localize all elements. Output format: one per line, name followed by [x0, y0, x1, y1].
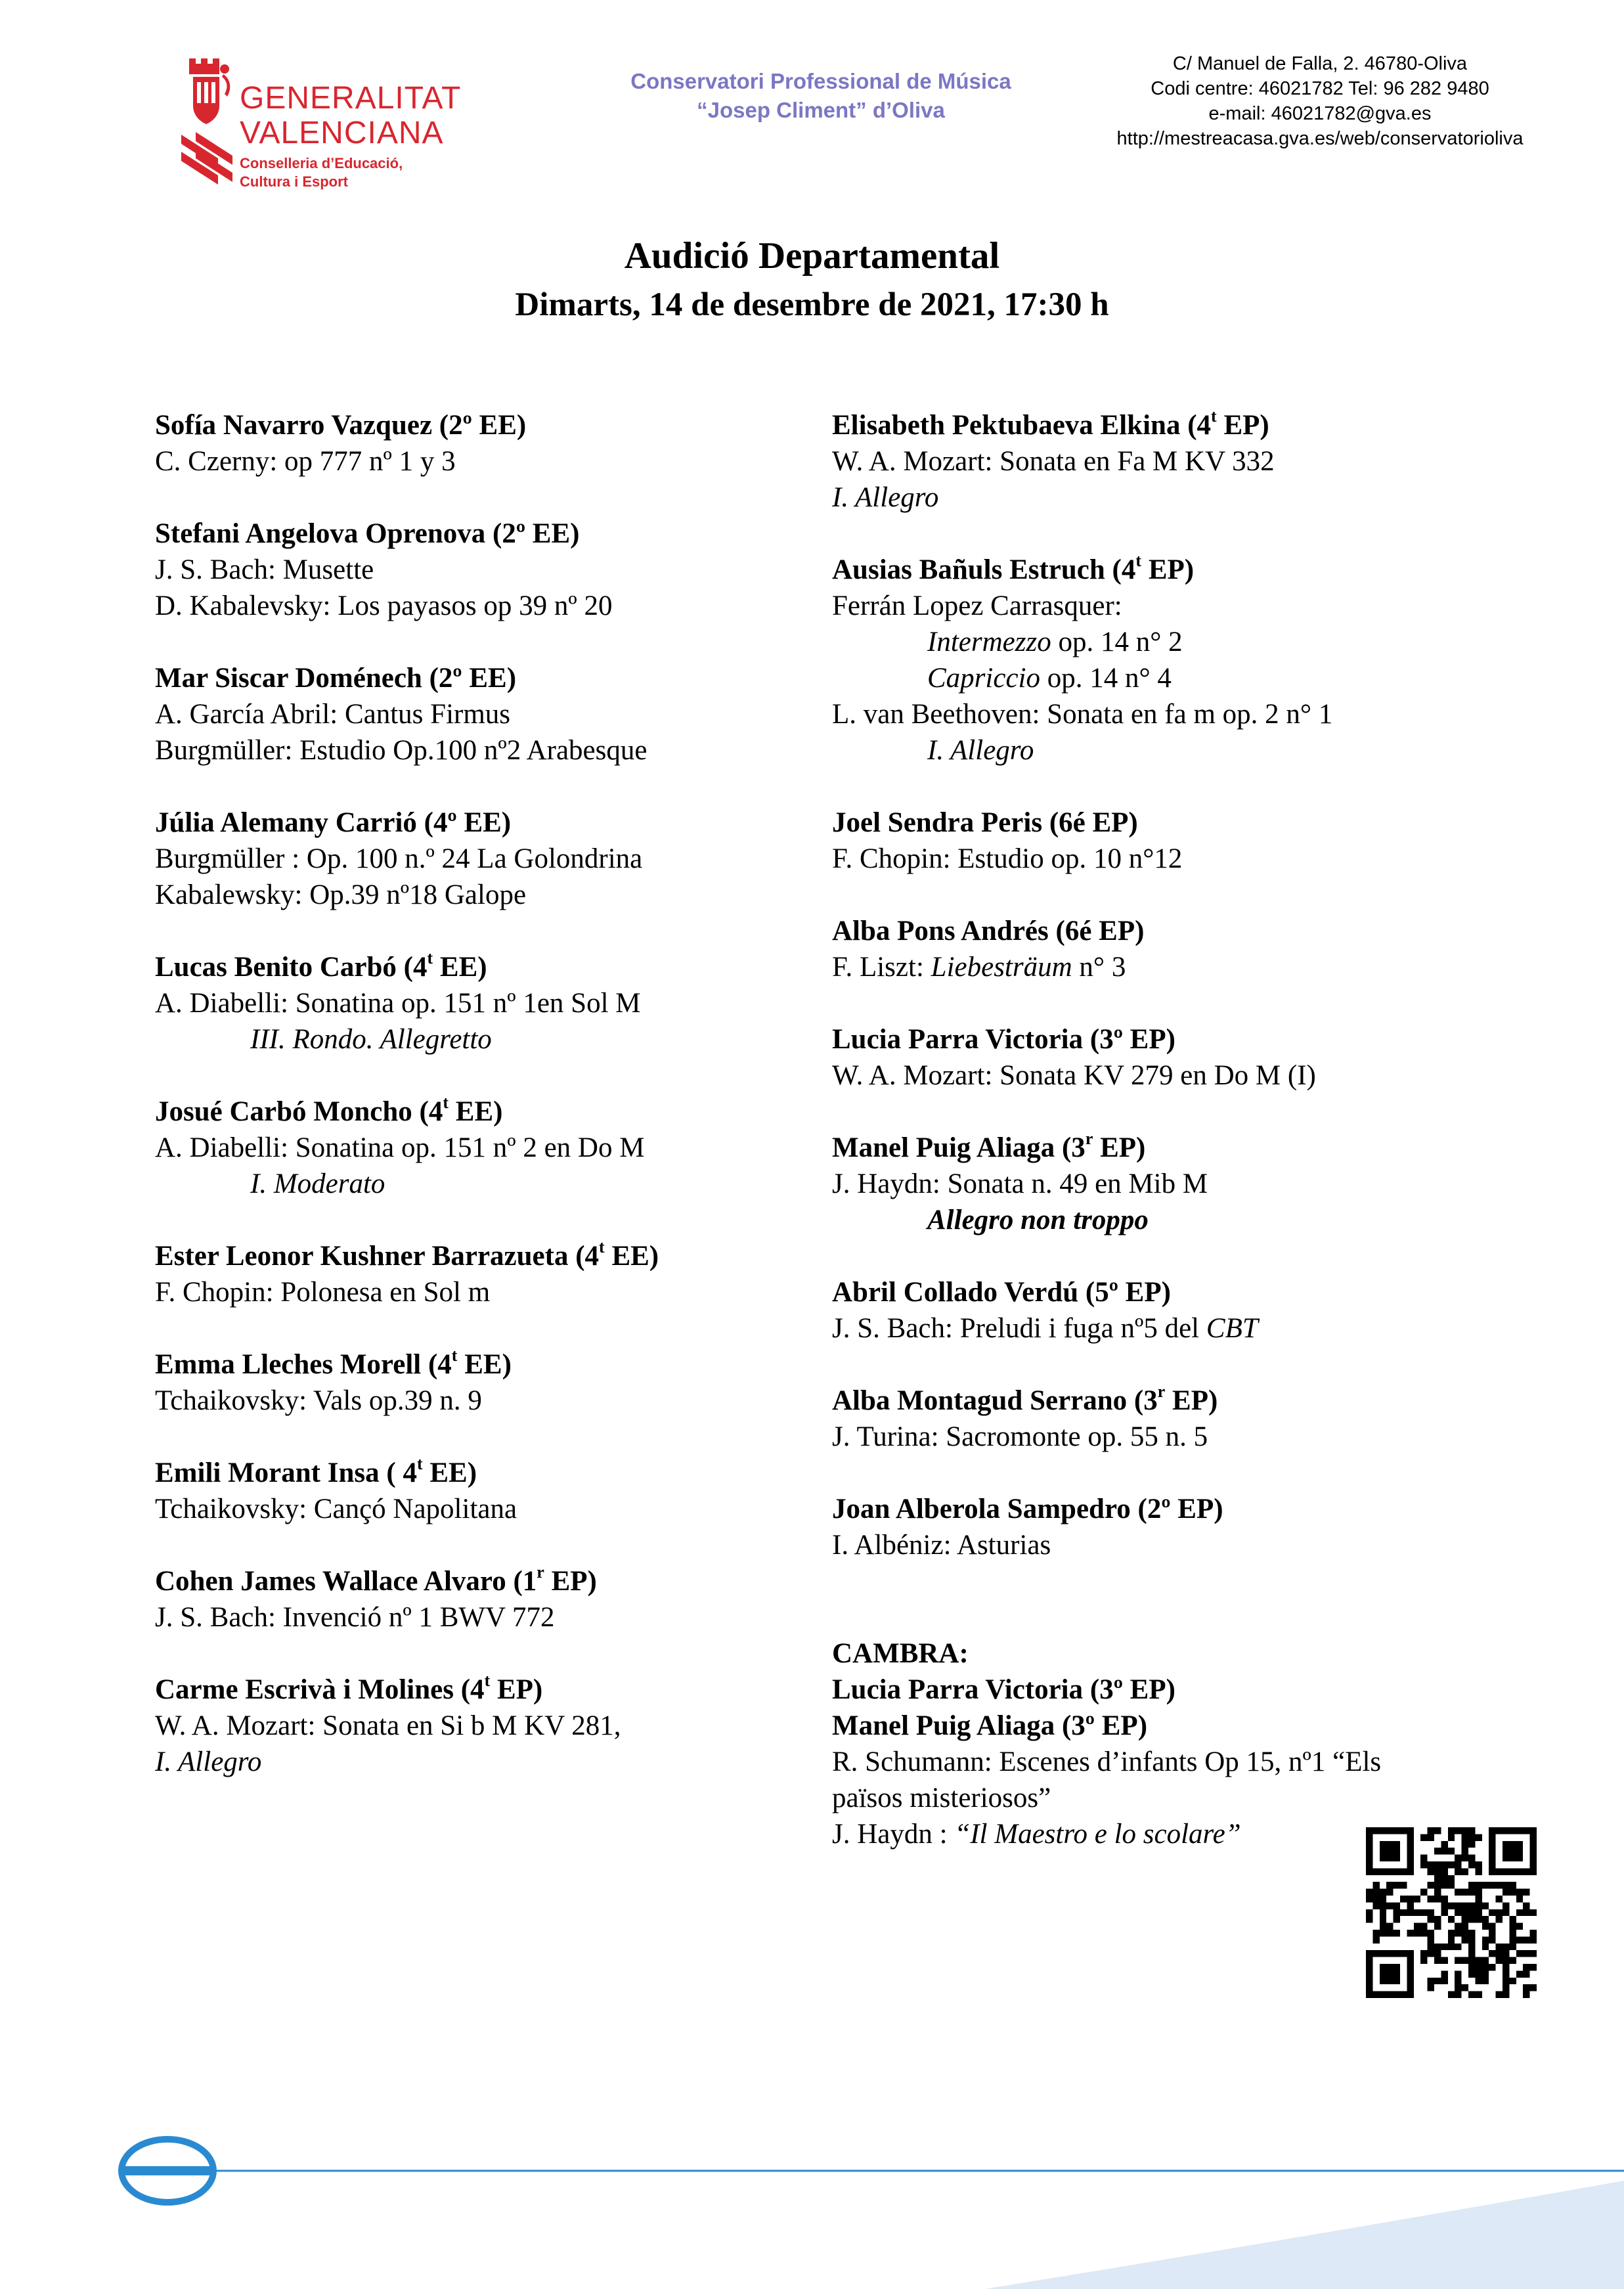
piece-line: J. Haydn : “Il Maestro e lo scolare”	[832, 1819, 1241, 1850]
performer-entry	[832, 1491, 1489, 1563]
performer-entry	[155, 660, 818, 768]
movement-line: III. Rondo. Allegretto	[250, 1024, 492, 1055]
piece-line: Burgmüller: Estudio Op.100 nº2 Arabesque	[155, 735, 647, 766]
performer-name: Ausias Bañuls Estruch (4$^t$ EP)	[832, 550, 1195, 585]
performer-name: Lucas Benito Carbó (4$^t$ EE)	[155, 948, 487, 983]
performer-name: Júlia Alemany Carrió (4º EE)	[155, 807, 512, 838]
performer-name: Carme Escrivà i Molines (4$^t$ EP)	[155, 1670, 543, 1705]
performer-name: Joel Sendra Peris (6é EP)	[832, 807, 1138, 838]
institution-line1: Conservatori Professional de Música	[630, 69, 1011, 93]
coat-of-arms-icon	[177, 56, 236, 187]
piece-line: J. S. Bach: Musette	[155, 554, 374, 585]
footer-decoration	[0, 2128, 1624, 2289]
performer-entry	[155, 805, 818, 913]
performer-entry	[155, 1455, 818, 1527]
performer-entry	[832, 1021, 1489, 1094]
performer-entry	[155, 1563, 818, 1635]
piece-line: A. García Abril: Cantus Firmus	[155, 699, 511, 730]
logo-line-valenciana: VALENCIANA	[240, 116, 444, 150]
piece-line: Tchaikovsky: Vals op.39 n. 9	[155, 1385, 482, 1416]
logo-dept-line1: Conselleria d’Educació,	[240, 155, 403, 171]
movement-line: I. Moderato	[250, 1168, 385, 1199]
program-left-column	[155, 407, 818, 1816]
performer-name: Sofía Navarro Vazquez (2º EE)	[155, 410, 527, 441]
performer-entry	[832, 913, 1489, 985]
generalitat-logo	[177, 56, 473, 207]
performer-entry	[832, 1383, 1489, 1455]
performer-entry	[832, 552, 1489, 768]
performer-name: Cohen James Wallace Alvaro (1$^r$ EP)	[155, 1562, 597, 1597]
movement-line: I. Allegro	[155, 1746, 262, 1777]
performer-entry	[155, 516, 818, 624]
contact-block	[1038, 51, 1602, 151]
logo-department	[240, 154, 403, 191]
performer-name: Stefani Angelova Oprenova (2º EE)	[155, 518, 580, 549]
institution-line2: “Josep Climent” d’Oliva	[697, 98, 945, 122]
chamber-section	[832, 1635, 1489, 1852]
piece-line: J. S. Bach: Preludi i fuga nº5 del CBT	[832, 1313, 1258, 1344]
chamber-heading: CAMBRA:	[832, 1638, 969, 1669]
piece-line: J. Turina: Sacromonte op. 55 n. 5	[832, 1421, 1208, 1452]
performer-name: Lucia Parra Victoria (3º EP)	[832, 1024, 1175, 1055]
performer-name: Elisabeth Pektubaeva Elkina (4$^t$ EP)	[832, 406, 1269, 441]
performer-entry	[155, 1238, 818, 1310]
performer-name: Lucia Parra Victoria (3º EP)	[832, 1674, 1175, 1705]
performer-entry	[155, 1346, 818, 1419]
footer-wave	[985, 2181, 1624, 2289]
performer-name: Alba Montagud Serrano (3$^r$ EP)	[832, 1381, 1218, 1416]
piece-line: Intermezzo op. 14 n° 2	[927, 627, 1183, 657]
performer-name: Josué Carbó Moncho (4$^t$ EE)	[155, 1092, 503, 1127]
performer-entry	[155, 1672, 818, 1780]
institution-name	[538, 67, 1103, 125]
performer-name: Emma Lleches Morell (4$^t$ EE)	[155, 1345, 512, 1380]
piece-line: Capriccio op. 14 n° 4	[927, 663, 1172, 694]
movement-line: I. Allegro	[927, 735, 1034, 766]
piece-line: W. A. Mozart: Sonata en Fa M KV 332	[832, 446, 1275, 477]
piece-line: C. Czerny: op 777 nº 1 y 3	[155, 446, 456, 477]
performer-name: Manel Puig Aliaga (3º EP)	[832, 1710, 1148, 1741]
program-right-column	[832, 407, 1489, 1888]
performer-entry	[832, 1130, 1489, 1238]
logo-line-generalitat: GENERALITAT	[240, 81, 462, 116]
piece-line: D. Kabalevsky: Los payasos op 39 nº 20	[155, 590, 613, 621]
piece-line: J. S. Bach: Invenció nº 1 BWV 772	[155, 1602, 555, 1633]
piece-line: Ferrán Lopez Carrasquer:	[832, 590, 1122, 621]
piece-line: F. Chopin: Estudio op. 10 n°12	[832, 843, 1183, 874]
page-title: Audició Departamental	[624, 235, 1000, 277]
piece-line: F. Liszt: Liebesträum n° 3	[832, 952, 1126, 983]
performer-entry	[155, 1094, 818, 1202]
performer-entry	[832, 1274, 1489, 1346]
performer-name: Mar Siscar Doménech (2º EE)	[155, 663, 517, 694]
performer-name: Emili Morant Insa ( 4$^t$ EE)	[155, 1454, 477, 1488]
performer-name: Ester Leonor Kushner Barrazueta (4$^t$ EE)	[155, 1237, 659, 1272]
movement-line: Allegro non troppo	[927, 1205, 1149, 1235]
logo-wordmark	[240, 81, 461, 150]
piece-line: L. van Beethoven: Sonata en fa m op. 2 n° 1	[832, 699, 1333, 730]
event-date: Dimarts, 14 de desembre de 2021, 17:30 h	[515, 286, 1109, 323]
piece-line: R. Schumann: Escenes d’infants Op 15, nº1 “Els	[832, 1746, 1382, 1777]
contact-address: C/ Manuel de Falla, 2. 46780-Oliva	[1172, 53, 1468, 74]
logo-dept-line2: Cultura i Esport	[240, 173, 349, 190]
piece-line: W. A. Mozart: Sonata en Si b M KV 281,	[155, 1710, 621, 1741]
performer-name: Manel Puig Aliaga (3$^r$ EP)	[832, 1128, 1146, 1163]
qr-code-icon	[1366, 1827, 1537, 1998]
performer-name: Joan Alberola Sampedro (2º EP)	[832, 1494, 1223, 1524]
piece-line: països misteriosos”	[832, 1783, 1051, 1813]
piece-line: J. Haydn: Sonata n. 49 en Mib M	[832, 1168, 1208, 1199]
performer-entry	[832, 407, 1489, 516]
contact-codes: Codi centre: 46021782 Tel: 96 282 9480	[1151, 78, 1489, 99]
piece-line: A. Diabelli: Sonatina op. 151 nº 1en Sol M	[155, 988, 641, 1019]
performer-name: Alba Pons Andrés (6é EP)	[832, 916, 1145, 946]
contact-email: e-mail: 46021782@gva.es	[1208, 103, 1432, 124]
performer-name: Abril Collado Verdú (5º EP)	[832, 1277, 1171, 1308]
performer-entry	[155, 407, 818, 479]
piece-line: F. Chopin: Polonesa en Sol m	[155, 1277, 491, 1308]
performer-entry	[155, 949, 818, 1057]
performer-entry	[832, 805, 1489, 877]
piece-line: Burgmüller : Op. 100 n.º 24 La Golondrina	[155, 843, 643, 874]
piece-line: W. A. Mozart: Sonata KV 279 en Do M (I)	[832, 1060, 1316, 1091]
piece-line: Kabalewsky: Op.39 nº18 Galope	[155, 879, 527, 910]
contact-web: http://mestreacasa.gva.es/web/conservatorioliva	[1116, 128, 1524, 149]
piece-line: I. Albéniz: Asturias	[832, 1530, 1051, 1561]
piece-line: A. Diabelli: Sonatina op. 151 nº 2 en Do M	[155, 1132, 645, 1163]
movement-line: I. Allegro	[832, 482, 939, 513]
piece-line: Tchaikovsky: Cançó Napolitana	[155, 1494, 517, 1524]
